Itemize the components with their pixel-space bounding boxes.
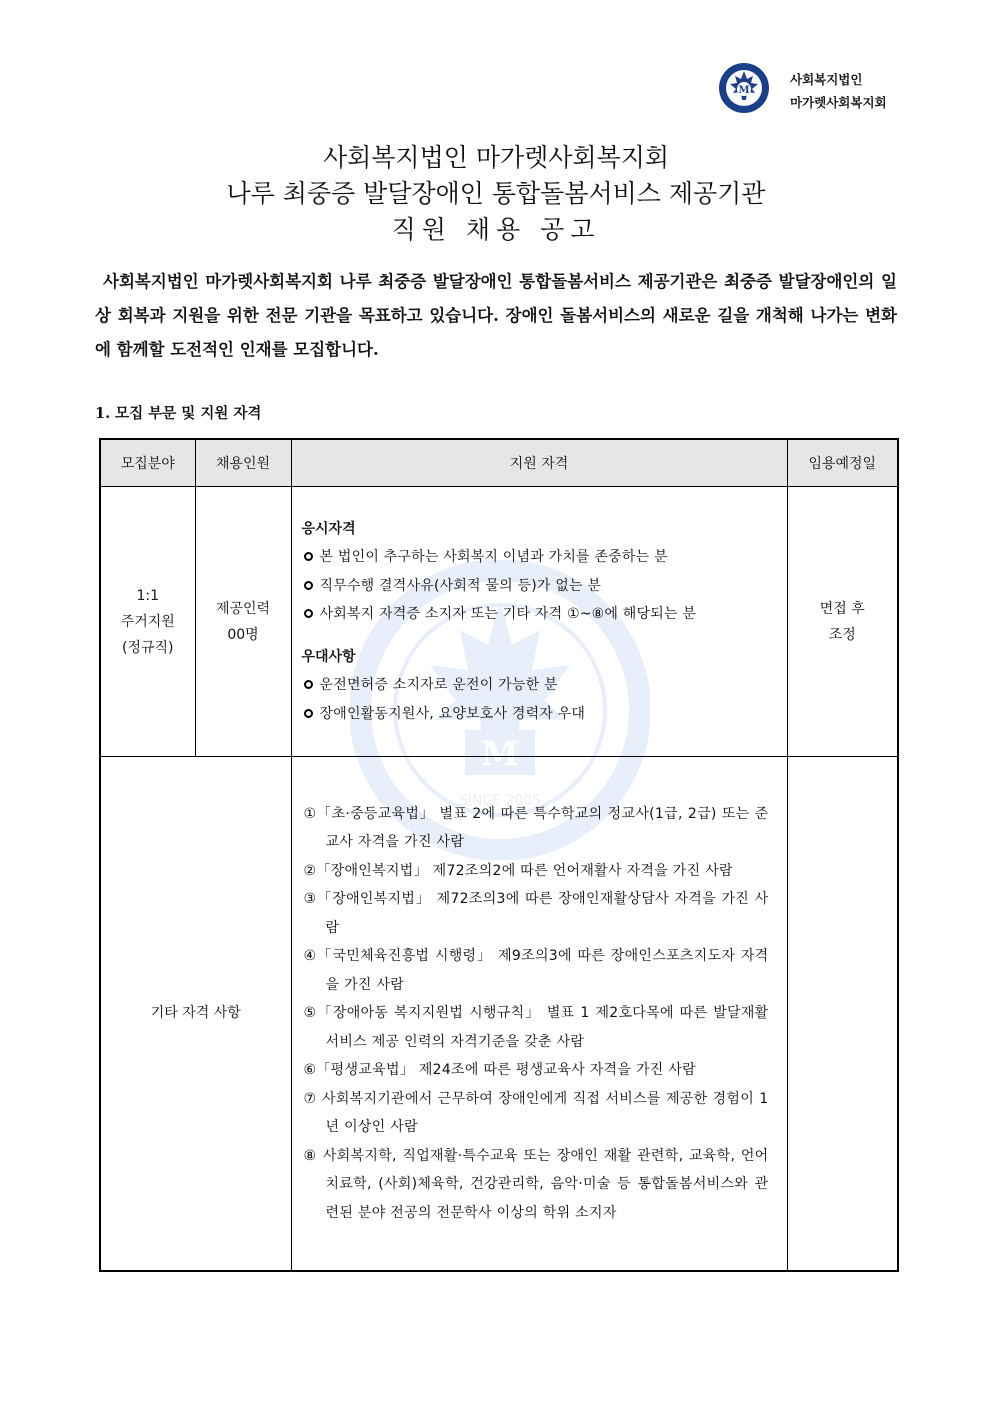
list-item: ⑥「평생교육법」 제24조에 따른 평생교육사 자격을 가진 사람 bbox=[303, 1062, 696, 1078]
preference-title: 우대사항 bbox=[301, 648, 356, 665]
title-line-3: 직원 채용 공고 bbox=[391, 215, 601, 244]
recruitment-table bbox=[99, 438, 899, 1272]
count-line-1: 제공인력 bbox=[215, 600, 271, 617]
list-item bbox=[302, 572, 777, 601]
field-line-3: (정규직) bbox=[122, 639, 174, 656]
field-line-2: 주거지원 bbox=[120, 613, 175, 630]
list-item: ⑤「장애아동 복지지원법 시행규칙」 별표 1 제2호다목에 따른 발달재활서비스 제공 인력의 자격기준을 갖춘 사람 bbox=[303, 1005, 769, 1050]
count-line-2: 00명 bbox=[227, 626, 259, 643]
requirement-text: 사회복지 자격증 소지자 또는 기타 자격 ①~⑧에 해당되는 분 bbox=[319, 606, 697, 623]
list-item: ④「국민체육진흥법 시행령」 제9조의3에 따른 장애인스포츠지도자 자격을 가진 사람 bbox=[303, 948, 769, 993]
section-heading-1: 1. 모집 부문 및 지원 자격 bbox=[95, 405, 262, 422]
qualification-cell bbox=[291, 487, 787, 757]
header-field: 모집분야 bbox=[100, 439, 195, 487]
list-item bbox=[302, 543, 777, 572]
requirements-title: 응시자격 bbox=[301, 520, 356, 537]
title-line-1: 사회복지법인 마가렛사회복지회 bbox=[322, 143, 670, 172]
date-line-2: 조정 bbox=[828, 626, 856, 643]
requirement-text: 본 법인이 추구하는 사회복지 이념과 가치를 존중하는 분 bbox=[319, 549, 668, 566]
list-item bbox=[302, 700, 777, 729]
watermark-letter: M bbox=[481, 734, 519, 774]
org-line-2: 마가렛사회복지회 bbox=[790, 95, 887, 110]
title-line-2: 나루 최중증 발달장애인 통합돌봄서비스 제공기관 bbox=[226, 179, 766, 208]
field-cell bbox=[100, 487, 195, 757]
other-qualification-list bbox=[291, 757, 787, 1271]
header-qualification: 지원 자격 bbox=[291, 439, 787, 487]
list-item: ⑦ 사회복지기관에서 근무하여 장애인에게 직접 서비스를 제공한 경험이 1년 이상인 사람 bbox=[303, 1090, 769, 1135]
field-line-1: 1:1 bbox=[136, 587, 160, 604]
count-cell bbox=[195, 487, 291, 757]
list-item: ②「장애인복지법」 제72조의2에 따른 언어재활사 자격을 가진 사람 bbox=[303, 862, 733, 879]
start-date-cell bbox=[787, 487, 898, 757]
bullet-circle-icon bbox=[304, 680, 313, 689]
bullet-circle-icon bbox=[304, 552, 313, 561]
bullet-circle-icon bbox=[304, 709, 313, 718]
foundation-logo-icon bbox=[718, 62, 770, 114]
table-row bbox=[100, 487, 898, 757]
list-item: ③「장애인복지법」 제72조의3에 따른 장애인재활상담사 자격을 가진 사람 bbox=[303, 891, 769, 936]
watermark-since: SINCE 2005 bbox=[458, 793, 542, 809]
date-line-1: 면접 후 bbox=[819, 600, 865, 617]
header-count: 채용인원 bbox=[195, 439, 291, 487]
logo-letter: M bbox=[738, 85, 750, 96]
bullet-circle-icon bbox=[304, 581, 313, 590]
list-item bbox=[302, 600, 777, 629]
preference-text: 운전면허증 소지자로 운전이 가능한 분 bbox=[319, 677, 558, 694]
table-header-row bbox=[100, 439, 898, 487]
preference-text: 장애인활동지원사, 요양보호사 경력자 우대 bbox=[319, 705, 586, 722]
requirement-text: 직무수행 결격사유(사회적 물의 등)가 없는 분 bbox=[319, 577, 602, 594]
intro-paragraph bbox=[95, 265, 897, 367]
other-qualification-label: 기타 자격 사항 bbox=[100, 757, 291, 1271]
list-item bbox=[302, 671, 777, 700]
list-item: ①「초·중등교육법」 별표 2에 따른 특수학교의 정교사(1급, 2급) 또는 준교사 자격을 가진 사람 bbox=[303, 805, 769, 850]
intro-text: 사회복지법인 마가렛사회복지회 나루 최중증 발달장애인 통합돌봄서비스 제공기관은 최중증 발달장애인의 일상 회복과 지원을 위한 전문 기관을 목표하고 있습니다. 장애인 돌봄서비스의 새로운 길을 개척해 나가는 변화에 함께할 도전적인 인재를 모집합니다. bbox=[95, 272, 897, 359]
organization-name bbox=[790, 68, 887, 114]
empty-cell bbox=[787, 757, 898, 1271]
table-row bbox=[100, 757, 898, 1271]
bullet-circle-icon bbox=[304, 609, 313, 618]
org-line-1: 사회복지법인 bbox=[790, 72, 863, 87]
header-start-date: 임용예정일 bbox=[787, 439, 898, 487]
list-item: ⑧ 사회복지학, 직업재활·특수교육 또는 장애인 재활 관련학, 교육학, 언어치료학, (사회)체육학, 건강관리학, 음악·미술 등 통합돌봄서비스와 관련된 분야 전공의 전문학사 이상의 학위 소지자 bbox=[303, 1147, 769, 1221]
